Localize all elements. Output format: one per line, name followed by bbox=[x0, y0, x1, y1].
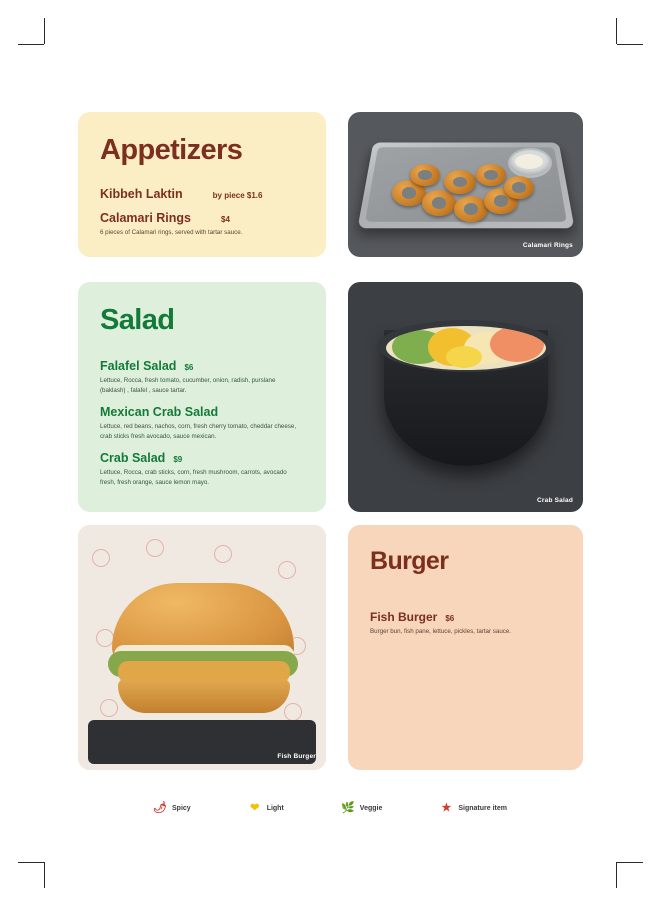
calamari-ring bbox=[476, 164, 506, 186]
menu-item bbox=[100, 359, 306, 395]
menu-item-name: Calamari Rings bbox=[100, 211, 192, 225]
star-icon: ★ bbox=[441, 801, 452, 814]
menu-item-price: $6 bbox=[184, 363, 194, 372]
food-blob bbox=[490, 326, 544, 362]
legend-item-light bbox=[249, 802, 284, 814]
menu-item-name: Kibbeh Laktin bbox=[100, 187, 183, 201]
photo-crab-salad bbox=[348, 282, 583, 512]
menu-item-price: $9 bbox=[173, 455, 183, 465]
menu-item bbox=[100, 451, 306, 487]
section-title-burger: Burger bbox=[370, 547, 449, 575]
leaf-light-icon: ❤ bbox=[250, 801, 260, 814]
calamari-ring bbox=[422, 190, 456, 216]
menu-item bbox=[370, 610, 563, 637]
menu-item-price: $6 bbox=[445, 614, 455, 623]
legend-label: Veggie bbox=[359, 804, 383, 812]
crop-mark bbox=[44, 18, 45, 44]
section-card-salad bbox=[78, 282, 326, 512]
crop-mark bbox=[617, 44, 643, 45]
calamari-ring bbox=[444, 170, 476, 194]
section-card-burger bbox=[348, 525, 583, 770]
crop-mark bbox=[44, 862, 45, 888]
section-title-salad: Salad bbox=[100, 304, 175, 336]
section-title-appetizers: Appetizers bbox=[100, 134, 243, 166]
photo-caption: Crab Salad bbox=[537, 497, 573, 504]
photo-caption: Fish Burger bbox=[277, 753, 316, 760]
calamari-ring bbox=[454, 196, 488, 222]
crop-mark bbox=[18, 862, 44, 863]
menu-item-name: Falafel Salad bbox=[100, 359, 177, 373]
photo-scene bbox=[348, 282, 583, 512]
legend-item-spicy bbox=[154, 802, 191, 814]
section-card-appetizers bbox=[78, 112, 326, 257]
crop-mark bbox=[617, 862, 643, 863]
menu-item-price: $4 bbox=[221, 215, 230, 224]
menu-item-description: Lettuce, Rocca, crab sticks, corn, fresh mushroom, carrots, avocado fresh, fresh orange, sauce lemon mayo. bbox=[100, 469, 287, 487]
photo-caption: Calamari Rings bbox=[522, 242, 573, 249]
legend-label: Signature item bbox=[458, 804, 507, 812]
burger-stack bbox=[112, 583, 294, 723]
menu-item bbox=[100, 187, 306, 201]
menu-item-description: Lettuce, red beans, nachos, corn, fresh cherry tomato, cheddar cheese, crab sticks fresh avocado, sauce mexican. bbox=[100, 423, 297, 440]
menu-item bbox=[100, 405, 306, 441]
legend-label: Light bbox=[266, 804, 284, 812]
food-blob bbox=[446, 346, 482, 368]
leaf-veggie-icon: 🌿 bbox=[340, 801, 355, 814]
photo-scene bbox=[348, 112, 583, 257]
menu-sheet bbox=[78, 112, 583, 822]
menu-item-description: Burger bun, fish pane, lettuce, pickles, tartar sauce. bbox=[370, 628, 512, 635]
menu-item-name: Fish Burger bbox=[370, 610, 438, 624]
menu-item-price: by piece $1.6 bbox=[212, 191, 263, 200]
bun-bottom bbox=[118, 679, 290, 713]
menu-item bbox=[100, 211, 306, 238]
legend-item-veggie bbox=[342, 802, 383, 814]
crop-mark bbox=[616, 862, 617, 888]
photo-scene bbox=[78, 525, 326, 770]
calamari-ring bbox=[504, 176, 534, 199]
legend bbox=[78, 802, 583, 814]
crop-mark bbox=[616, 18, 617, 44]
photo-fish-burger bbox=[78, 525, 326, 770]
chili-pepper-icon: 🌶 bbox=[153, 801, 167, 814]
menu-item-name: Mexican Crab Salad bbox=[100, 405, 219, 420]
photo-calamari-rings bbox=[348, 112, 583, 257]
menu-item-description: Lettuce, Rocca, fresh tomato, cucumber, onion, radish, purslane (baklash) , falafel , sauce tartar. bbox=[100, 377, 276, 394]
calamari-ring bbox=[410, 164, 440, 186]
crop-mark bbox=[18, 44, 44, 45]
sauce-cup bbox=[508, 148, 552, 178]
legend-label: Spicy bbox=[172, 804, 191, 812]
menu-item-description: 6 pieces of Calamari rings, served with tartar sauce. bbox=[100, 229, 243, 236]
legend-item-signature bbox=[440, 802, 507, 814]
menu-item-name: Crab Salad bbox=[100, 451, 166, 466]
salad-contents bbox=[386, 326, 546, 370]
